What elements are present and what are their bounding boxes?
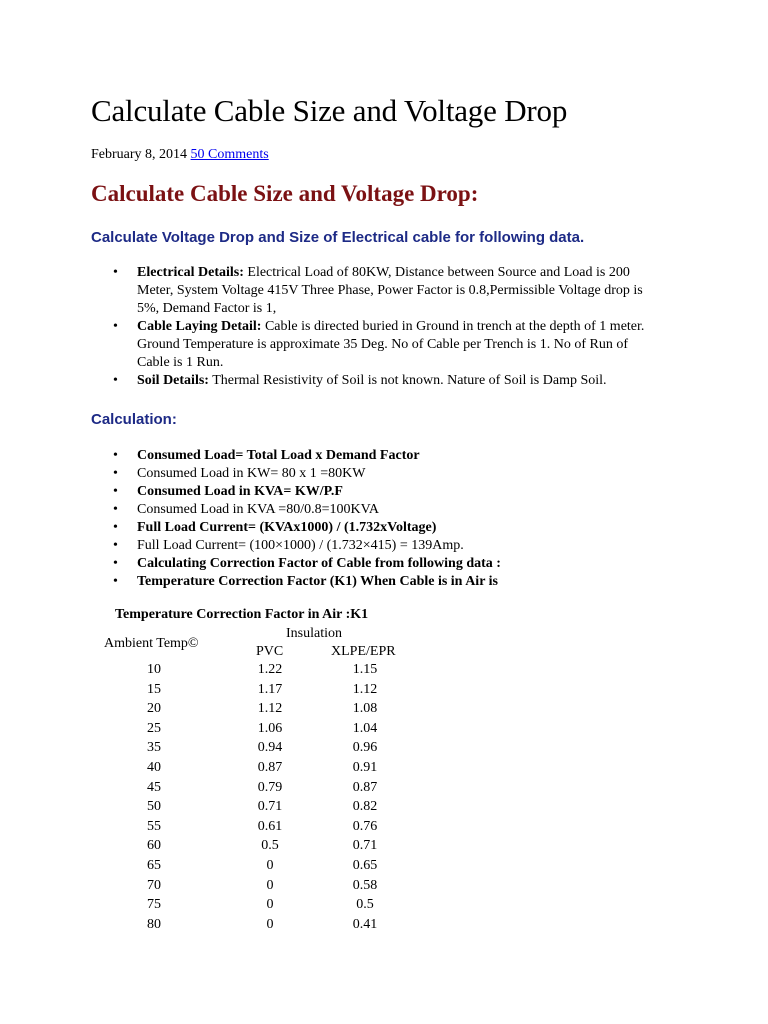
insulation-header: Insulation xyxy=(286,626,342,641)
detail-text: Cable is directed buried in Ground in trench at the depth of 1 meter. Ground Temperature is approximate 35 Deg. No of Cable per Trench is 1. No of Run of Cable is 1 Run. xyxy=(137,319,645,370)
detail-text: Thermal Resistivity of Soil is not known. Nature of Soil is Damp Soil. xyxy=(208,373,607,388)
pvc-cell: 0.71 xyxy=(257,799,283,815)
pvc-cell: 0.5 xyxy=(261,838,279,854)
ambient-temp-cell: 45 xyxy=(147,779,161,795)
pvc-cell: 0.87 xyxy=(257,759,283,775)
list-item xyxy=(107,573,647,591)
details-list xyxy=(107,264,647,390)
pvc-cell: 1.06 xyxy=(257,720,283,736)
list-item xyxy=(107,465,647,483)
ambient-temp-cell: 40 xyxy=(147,759,161,775)
pvc-cell: 0.94 xyxy=(257,740,283,756)
xlpe-cell: 0.41 xyxy=(352,916,378,932)
pvc-cell: 1.17 xyxy=(257,681,283,697)
xlpe-cell: 0.96 xyxy=(352,740,378,756)
pvc-cell: 0.61 xyxy=(257,818,283,834)
ambient-temp-cell: 70 xyxy=(147,877,161,893)
comments-link[interactable]: 50 Comments xyxy=(190,147,269,162)
list-item xyxy=(107,318,647,372)
calc-step: Consumed Load= Total Load x Demand Factor xyxy=(137,448,420,463)
list-item xyxy=(107,501,647,519)
xlpe-header: XLPE/EPR xyxy=(331,644,396,659)
calc-step: Full Load Current= (100×1000) / (1.732×415) = 139Amp. xyxy=(137,538,464,553)
calculation-heading: Calculation: xyxy=(91,411,177,428)
data-subheading: Calculate Voltage Drop and Size of Electrical cable for following data. xyxy=(91,229,585,246)
ambient-temp-cell: 50 xyxy=(147,799,161,815)
ambient-temp-cell: 75 xyxy=(147,897,161,913)
xlpe-cell: 0.82 xyxy=(352,799,378,815)
list-item xyxy=(107,372,647,390)
ambient-temp-cell: 10 xyxy=(147,662,161,677)
section-title: Calculate Cable Size and Voltage Drop: xyxy=(91,181,479,206)
detail-label: Soil Details: xyxy=(137,373,209,388)
list-item xyxy=(107,519,647,537)
pvc-cell: 0.79 xyxy=(257,779,283,795)
ambient-temp-cell: 15 xyxy=(147,681,161,697)
xlpe-cell: 0.65 xyxy=(352,857,378,873)
list-item xyxy=(107,447,647,465)
calc-step: Consumed Load in KVA= KW/P.F xyxy=(137,484,343,499)
calc-step: Consumed Load in KW= 80 x 1 =80KW xyxy=(137,466,366,481)
ambient-temp-cell: 25 xyxy=(147,720,161,736)
calc-step: Consumed Load in KVA =80/0.8=100KVA xyxy=(137,502,380,517)
page-title: Calculate Cable Size and Voltage Drop xyxy=(91,93,568,128)
calc-step: Full Load Current= (KVAx1000) / (1.732xVoltage) xyxy=(137,520,437,535)
post-meta xyxy=(91,147,269,163)
pvc-cell: 1.22 xyxy=(257,662,283,677)
xlpe-cell: 0.76 xyxy=(352,818,378,834)
ambient-temp-header: Ambient Temp© xyxy=(104,636,199,651)
post-date: February 8, 2014 xyxy=(91,147,188,162)
xlpe-cell: 1.08 xyxy=(352,701,378,717)
xlpe-cell: 0.58 xyxy=(352,877,378,893)
ambient-temp-cell: 35 xyxy=(147,740,161,756)
pvc-header: PVC xyxy=(256,644,284,659)
pvc-cell: 0 xyxy=(266,877,274,893)
ambient-temp-cell: 80 xyxy=(147,916,161,932)
xlpe-cell: 1.15 xyxy=(352,662,378,677)
list-item xyxy=(107,537,647,555)
ambient-temp-cell: 60 xyxy=(147,838,161,854)
list-item xyxy=(107,555,647,573)
xlpe-cell: 1.04 xyxy=(352,720,378,736)
list-item xyxy=(107,264,647,318)
detail-label: Cable Laying Detail: xyxy=(137,319,262,334)
calc-step: Calculating Correction Factor of Cable from following data : xyxy=(137,556,501,571)
ambient-temp-cell: 65 xyxy=(147,857,161,873)
xlpe-cell: 0.71 xyxy=(352,838,378,854)
xlpe-cell: 0.5 xyxy=(356,897,374,913)
list-item xyxy=(107,483,647,501)
pvc-cell: 1.12 xyxy=(257,701,283,717)
calculation-list xyxy=(107,447,647,591)
ambient-temp-cell: 20 xyxy=(147,701,161,717)
detail-text: Electrical Load of 80KW, Distance between Source and Load is 200 Meter, System Voltage 415V Three Phase, Power Factor is 0.8,Permissible Voltage drop is 5%, Demand Factor is 1, xyxy=(137,265,643,316)
pvc-cell: 0 xyxy=(266,897,274,913)
xlpe-cell: 0.91 xyxy=(352,759,378,775)
pvc-cell: 0 xyxy=(266,857,274,873)
table-caption: Temperature Correction Factor in Air :K1 xyxy=(115,607,369,622)
calc-step: Temperature Correction Factor (K1) When Cable is in Air is xyxy=(137,574,498,589)
pvc-cell: 0 xyxy=(266,916,274,932)
xlpe-cell: 1.12 xyxy=(352,681,378,697)
detail-label: Electrical Details: xyxy=(137,265,244,280)
ambient-temp-cell: 55 xyxy=(147,818,161,834)
xlpe-cell: 0.87 xyxy=(352,779,378,795)
